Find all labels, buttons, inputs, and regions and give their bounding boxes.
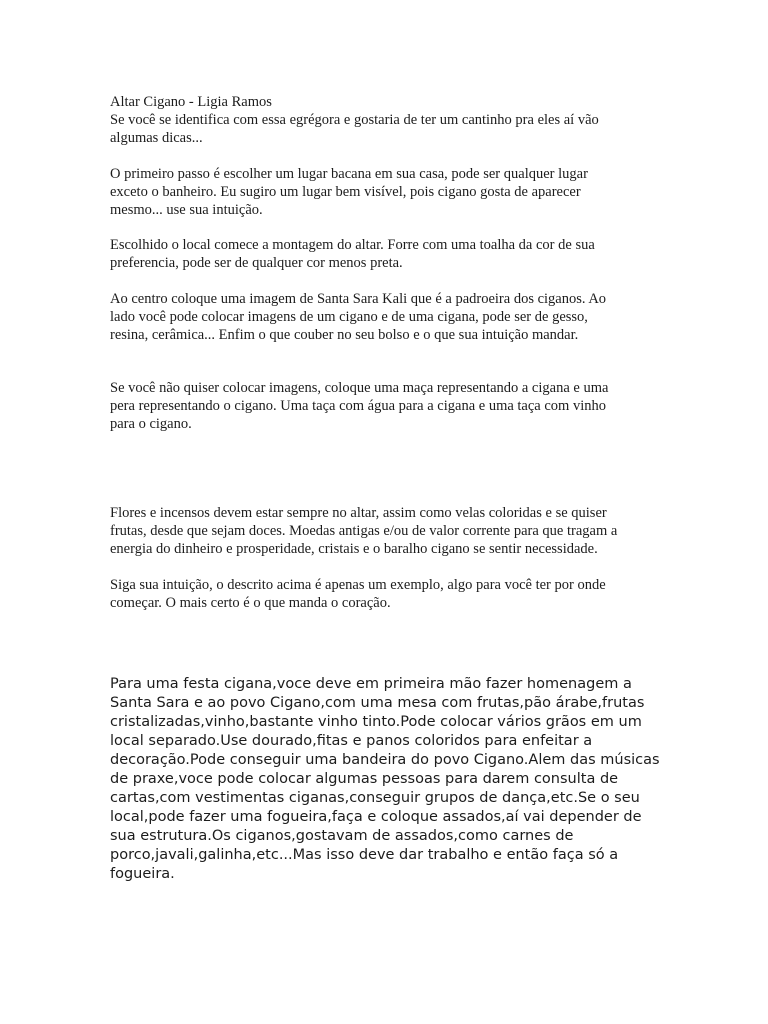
- text-line: cartas,com vestimentas ciganas,conseguir grupos de dança,etc.Se o seu: [110, 790, 640, 806]
- text-line: exceto o banheiro. Eu sugiro um lugar bem visível, pois cigano gosta de aparecer: [110, 184, 581, 200]
- text-line: Se você não quiser colocar imagens, coloque uma maça representando a cigana e uma: [110, 380, 609, 396]
- text-line: pera representando o cigano. Uma taça com água para a cigana e uma taça com vinho: [110, 398, 606, 414]
- text-line: fogueira.: [110, 866, 175, 882]
- text-line: frutas, desde que sejam doces. Moedas antigas e/ou de valor corrente para que tragam a: [110, 523, 618, 539]
- text-line: local separado.Use dourado,fitas e panos coloridos para enfeitar a: [110, 733, 593, 749]
- text-line: porco,javali,galinha,etc...Mas isso deve dar trabalho e então faça só a: [110, 847, 619, 863]
- text-line: Siga sua intuição, o descrito acima é apenas um exemplo, algo para você ter por onde: [110, 577, 606, 593]
- text-line: algumas dicas...: [110, 130, 203, 146]
- text-line: energia do dinheiro e prosperidade, cristais e o baralho cigano se sentir necessidade.: [110, 541, 598, 557]
- text-line: preferencia, pode ser de qualquer cor menos preta.: [110, 255, 403, 271]
- text-line: local,pode fazer uma fogueira,faça e coloque assados,aí vai depender de: [110, 809, 642, 825]
- text-line: para o cigano.: [110, 416, 192, 432]
- text-line: Santa Sara e ao povo Cigano,com uma mesa com frutas,pão árabe,frutas: [110, 695, 645, 711]
- text-line: decoração.Pode conseguir uma bandeira do povo Cigano.Alem das músicas: [110, 752, 660, 768]
- text-line: lado você pode colocar imagens de um cigano e de uma cigana, pode ser de gesso,: [110, 309, 588, 325]
- text-line: começar. O mais certo é o que manda o coração.: [110, 595, 391, 611]
- text-line: de praxe,voce pode colocar algumas pessoas para darem consulta de: [110, 771, 619, 787]
- text-line: O primeiro passo é escolher um lugar bacana em sua casa, pode ser qualquer lugar: [110, 166, 588, 182]
- text-line: Para uma festa cigana,voce deve em primeira mão fazer homenagem a: [110, 676, 632, 692]
- text-line: Se você se identifica com essa egrégora e gostaria de ter um cantinho pra eles aí vão: [110, 112, 599, 128]
- text-line: resina, cerâmica... Enfim o que couber no seu bolso e o que sua intuição mandar.: [110, 327, 579, 343]
- document-title: Altar Cigano - Ligia Ramos: [110, 94, 272, 110]
- text-line: cristalizadas,vinho,bastante vinho tinto.Pode colocar vários grãos em um: [110, 714, 642, 730]
- text-line: Escolhido o local comece a montagem do altar. Forre com uma toalha da cor de sua: [110, 237, 595, 253]
- text-line: mesmo... use sua intuição.: [110, 202, 263, 218]
- text-line: Flores e incensos devem estar sempre no altar, assim como velas coloridas e se quiser: [110, 505, 607, 521]
- text-line: Ao centro coloque uma imagem de Santa Sara Kali que é a padroeira dos ciganos. Ao: [110, 291, 607, 307]
- text-line: sua estrutura.Os ciganos,gostavam de assados,como carnes de: [110, 828, 574, 844]
